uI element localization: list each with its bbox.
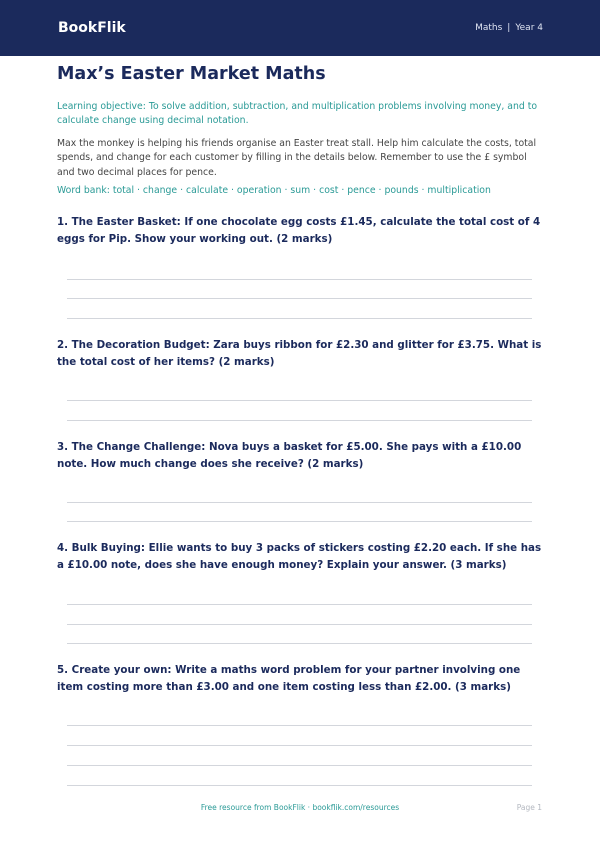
answer-line[interactable] bbox=[67, 318, 532, 319]
answer-line[interactable] bbox=[67, 298, 532, 299]
year-label: Year 4 bbox=[515, 23, 543, 33]
answer-line[interactable] bbox=[67, 725, 532, 726]
breadcrumb-separator: | bbox=[507, 23, 511, 33]
answer-line[interactable] bbox=[67, 420, 532, 421]
footer-credit[interactable]: Free resource from BookFlik · bookflik.com/resources bbox=[200, 803, 400, 812]
answer-line[interactable] bbox=[67, 785, 532, 786]
answer-line[interactable] bbox=[67, 765, 532, 766]
question-3: 3. The Change Challenge: Nova buys a basket for £5.00. She pays with a £10.00 note. How much change does she receive? (2 marks) bbox=[57, 441, 522, 470]
learning-objective: Learning objective: To solve addition, subtraction, and multiplication problems involving money, and to calculate change using decimal notation. bbox=[57, 101, 538, 126]
header-bar bbox=[0, 0, 600, 56]
answer-line[interactable] bbox=[67, 745, 532, 746]
word-bank: Word bank: total · change · calculate · operation · sum · cost · pence · pounds · multiplication bbox=[57, 185, 491, 196]
answer-line[interactable] bbox=[67, 502, 532, 503]
question-4: 4. Bulk Buying: Ellie wants to buy 3 packs of stickers costing £2.20 each. If she has a £10.00 note, does she have enough money? Explain your answer. (3 marks) bbox=[57, 542, 542, 571]
question-1: 1. The Easter Basket: If one chocolate egg costs £1.45, calculate the total cost of 4 eggs for Pip. Show your working out. (2 marks) bbox=[57, 216, 541, 245]
brand-logo[interactable]: BookFlik bbox=[58, 20, 126, 36]
answer-line[interactable] bbox=[67, 624, 532, 625]
subject-label: Maths bbox=[475, 23, 503, 33]
worksheet-title: Max’s Easter Market Maths bbox=[57, 64, 326, 84]
subject-breadcrumb bbox=[475, 23, 543, 33]
answer-line[interactable] bbox=[67, 521, 532, 522]
question-2: 2. The Decoration Budget: Zara buys ribbon for £2.30 and glitter for £3.75. What is the total cost of her items? (2 marks) bbox=[57, 339, 542, 368]
question-5: 5. Create your own: Write a maths word problem for your partner involving one item costing more than £3.00 and one item costing less than £2.00. (3 marks) bbox=[57, 664, 521, 693]
answer-line[interactable] bbox=[67, 643, 532, 644]
page-number: Page 1 bbox=[516, 803, 542, 812]
answer-line[interactable] bbox=[67, 604, 532, 605]
answer-line[interactable] bbox=[67, 279, 532, 280]
answer-line[interactable] bbox=[67, 400, 532, 401]
intro-paragraph: Max the monkey is helping his friends organise an Easter treat stall. Help him calculate the costs, total spends, and change for each customer by filling in the details below. Remember to use the £ symbol and two decimal places for pence. bbox=[57, 138, 537, 178]
